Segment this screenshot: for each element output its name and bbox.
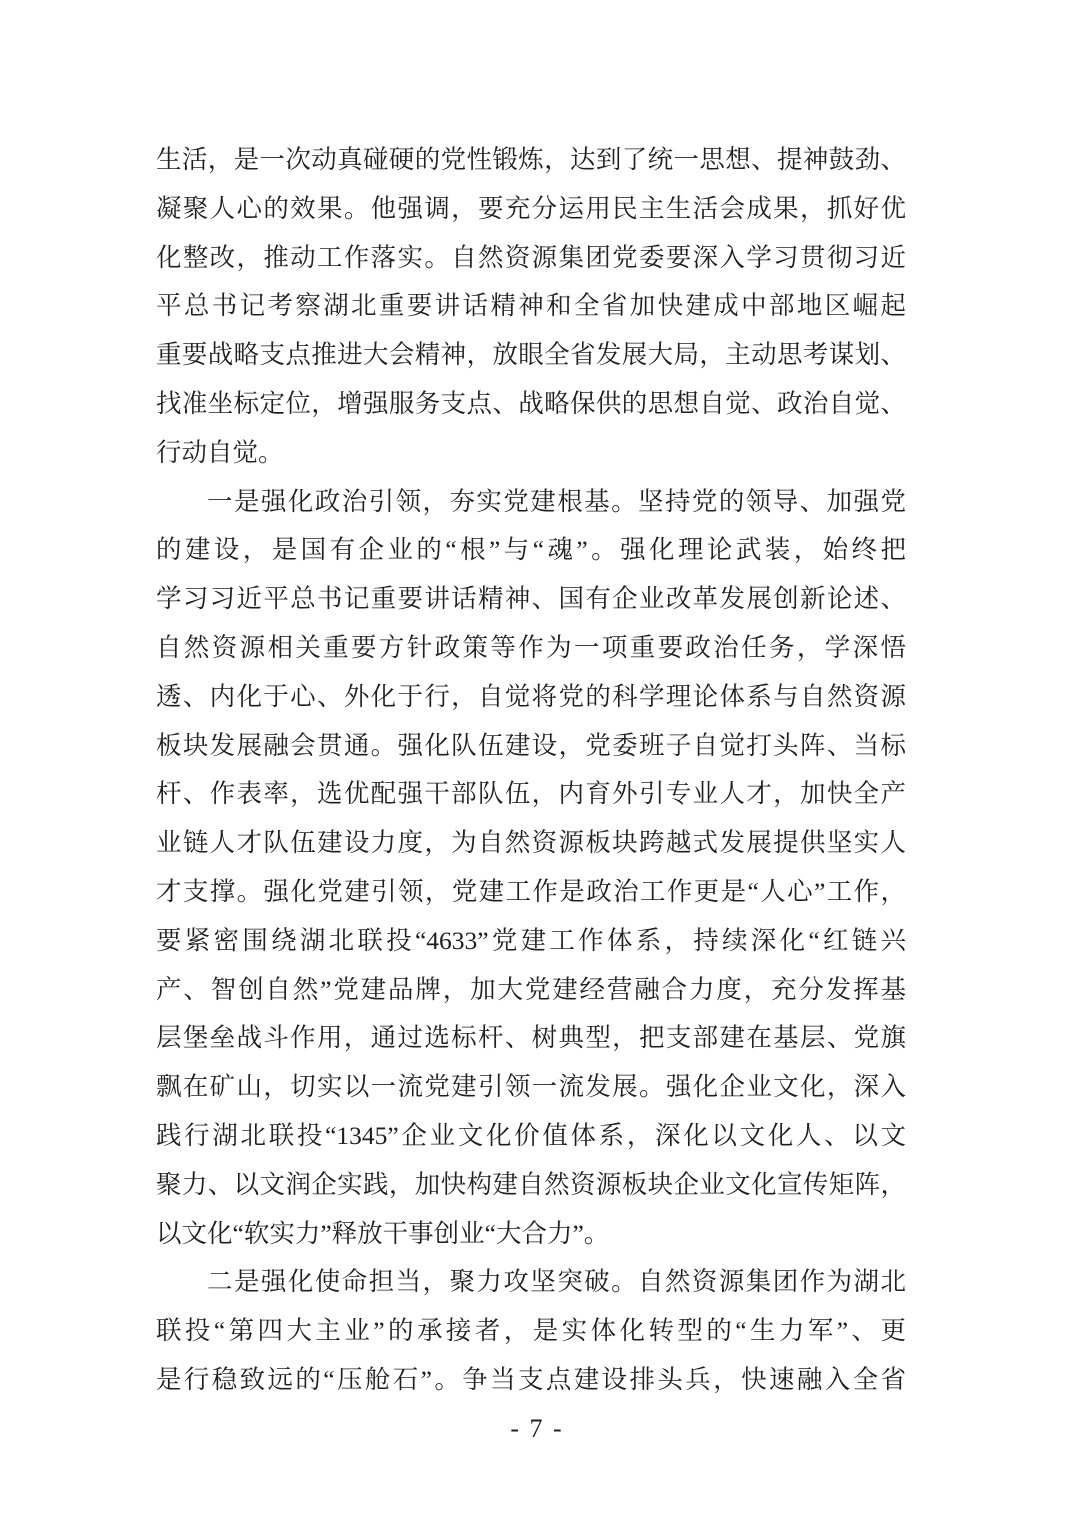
text-line: 凝聚人心的效果。他强调，要充分运用民主生活会成果，抓好优: [156, 193, 906, 223]
text-line: 透、内化于心、外化于行，自觉将党的科学理论体系与自然资源: [156, 681, 906, 711]
text-line: 以文化“软实力”释放干事创业“大合力”。: [156, 1218, 610, 1248]
text-line: 板块发展融会贯通。强化队伍建设，党委班子自觉打头阵、当标: [156, 730, 906, 760]
paragraph: [156, 136, 906, 478]
text-line: 二是强化使命担当，聚力攻坚突破。自然资源集团作为湖北: [207, 1267, 906, 1297]
text-line: 要紧密围绕湖北联投“4633”党建工作体系，持续深化“红链兴: [156, 925, 906, 955]
text-line: 平总书记考察湖北重要讲话精神和全省加快建成中部地区崛起: [156, 291, 906, 321]
text-line: 产、智创自然”党建品牌，加大党建经营融合力度，充分发挥基: [156, 974, 906, 1004]
paragraph: [156, 1258, 906, 1404]
text-line: 飘在矿山，切实以一流党建引领一流发展。强化企业文化，深入: [156, 1072, 906, 1102]
text-line: 杆、作表率，选优配强干部队伍，内育外引专业人才，加快全产: [156, 779, 906, 809]
text-line: 重要战略支点推进大会精神，放眼全省发展大局，主动思考谋划、: [156, 340, 906, 370]
text-line: 自然资源相关重要方针政策等作为一项重要政治任务，学深悟: [156, 632, 906, 662]
text-line: 聚力、以文润企实践，加快构建自然资源板块企业文化宣传矩阵，: [156, 1169, 906, 1199]
text-line: 才支撑。强化党建引领，党建工作是政治工作更是“人心”工作，: [156, 876, 906, 906]
text-line: 学习习近平总书记重要讲话精神、国有企业改革发展创新论述、: [156, 584, 906, 614]
page-number: - 7 -: [510, 1414, 564, 1443]
text-line: 的建设，是国有企业的“根”与“魂”。强化理论武装，始终把: [156, 535, 906, 565]
text-line: 一是强化政治引领，夯实党建根基。坚持党的领导、加强党: [207, 486, 906, 516]
text-line: 业链人才队伍建设力度，为自然资源板块跨越式发展提供坚实人: [156, 828, 906, 858]
text-line: 是行稳致远的“压舱石”。争当支点建设排头兵，快速融入全省: [156, 1364, 906, 1394]
text-line: 层堡垒战斗作用，通过选标杆、树典型，把支部建在基层、党旗: [156, 1023, 906, 1053]
text-line: 化整改，推动工作落实。自然资源集团党委要深入学习贯彻习近: [156, 242, 906, 272]
text-line: 践行湖北联投“1345”企业文化价值体系，深化以文化人、以文: [156, 1120, 906, 1150]
text-line: 联投“第四大主业”的承接者，是实体化转型的“生力军”、更: [156, 1316, 906, 1346]
text-line: 行动自觉。: [156, 437, 284, 467]
text-line: 生活，是一次动真碰硬的党性锻炼，达到了统一思想、提神鼓劲、: [156, 145, 906, 174]
paragraph: [156, 478, 906, 1259]
text-line: 找准坐标定位，增强服务支点、战略保供的思想自觉、政治自觉、: [156, 388, 906, 418]
document-body-text: [156, 136, 906, 1405]
